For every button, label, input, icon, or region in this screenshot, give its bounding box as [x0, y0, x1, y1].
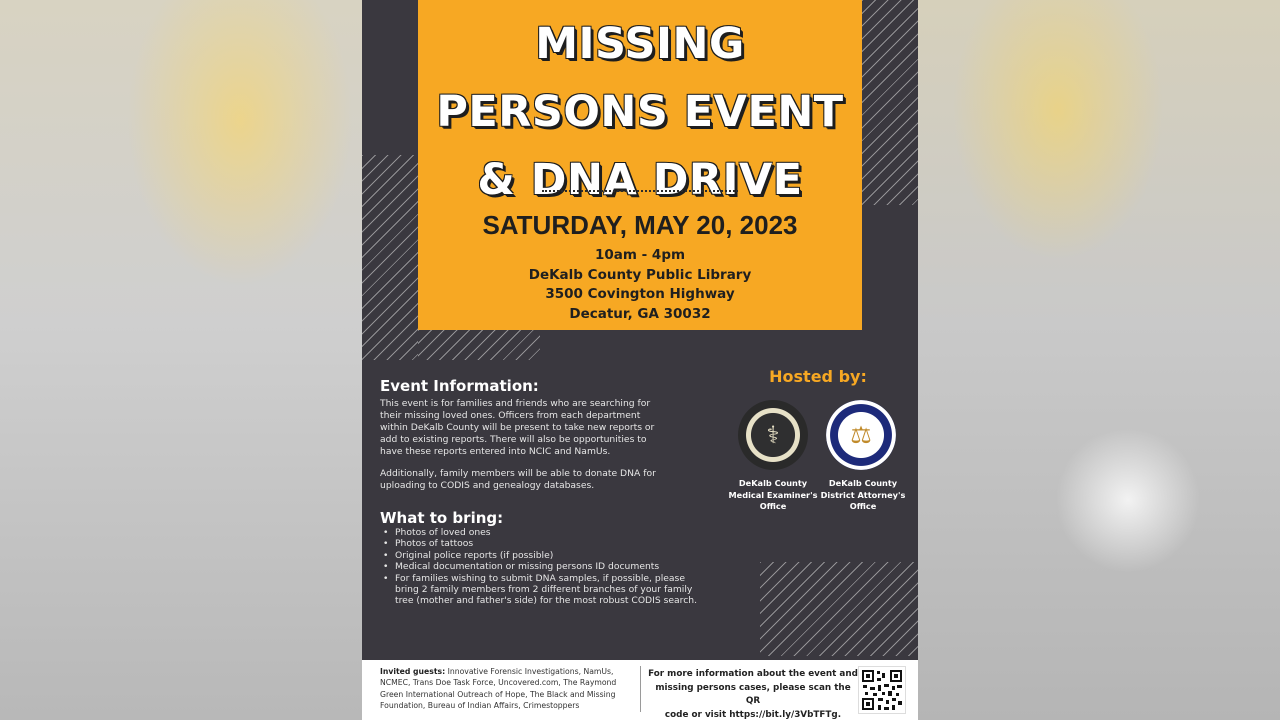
text-line: uploading to CODIS and genealogy databases. — [380, 479, 595, 491]
title-line-1: MISSING — [535, 19, 745, 69]
title-line-3: & DNA DRIVE — [477, 155, 803, 205]
district-attorney-seal — [826, 400, 896, 470]
text-line: have these reports entered into NCIC and NamUs. — [380, 445, 611, 457]
event-flyer — [362, 0, 918, 720]
event-address-line-1: 3500 Covington Highway — [545, 286, 735, 302]
title-line-2: PERSONS EVENT — [436, 87, 844, 137]
hatched-panel-left — [362, 155, 418, 360]
scales-of-justice-icon: ⚖ — [850, 421, 872, 449]
what-to-bring-list — [380, 527, 707, 607]
hero-banner — [418, 0, 862, 330]
more-info-text — [648, 668, 858, 720]
host-label-district-attorney — [818, 478, 908, 513]
host-label-medical-examiner — [728, 478, 818, 513]
invited-guests-label: Invited guests: — [380, 667, 446, 676]
more-info-line: code or visit https://bit.ly/3VbTFTg. — [664, 710, 842, 720]
text-line: add to existing reports. There will also be opportunities to — [380, 433, 647, 445]
hatched-panel-left-bottom — [418, 330, 540, 360]
host-label-line: Office — [759, 501, 787, 511]
hatched-panel-top-right — [862, 0, 918, 205]
more-info-line: For more information about the event and — [648, 669, 858, 679]
qr-code-icon — [859, 667, 905, 713]
list-item: • Photos of tattoos — [395, 538, 707, 549]
event-address-line-2: Decatur, GA 30032 — [569, 305, 711, 322]
dotted-divider — [542, 190, 738, 192]
qr-code[interactable] — [858, 666, 906, 714]
event-details — [418, 246, 862, 324]
text-line: their missing loved ones. Officers from each department — [380, 409, 641, 421]
caduceus-icon: ⚕ — [766, 421, 780, 449]
text-line: This event is for families and friends who are searching for — [380, 398, 651, 409]
host-label-line: Medical Examiner's — [728, 489, 818, 500]
event-title — [418, 0, 862, 214]
text-line: Additionally, family members will be able to donate DNA for — [380, 468, 656, 479]
invited-guests-list: Innovative Forensic Investigations, NamUs, NCMEC, Trans Doe Task Force, Uncovered.com, The Raymond Green International Outreach of Hope, The Black and Missing Foundation, Bureau of Indian Affairs, Crimestoppers — [380, 667, 617, 710]
blurred-background-right — [918, 0, 1280, 720]
event-information-paragraph-2 — [380, 468, 700, 492]
list-item: • For families wishing to submit DNA samples, if possible, please bring 2 family members from 2 different branches of your family tree (mother and father's side) for the most robust CODIS search. — [395, 573, 707, 607]
event-time: 10am - 4pm — [594, 247, 686, 263]
medical-examiner-seal — [738, 400, 808, 470]
hosted-by-heading: Hosted by: — [769, 367, 867, 386]
more-info-line: missing persons cases, please scan the QR — [655, 682, 851, 707]
list-item: • Original police reports (if possible) — [395, 550, 707, 561]
host-label-line: DeKalb County — [738, 478, 808, 488]
invited-guests — [380, 666, 642, 711]
event-information-paragraph-1 — [380, 398, 700, 458]
event-date: SATURDAY, MAY 20, 2023 — [482, 210, 798, 240]
event-venue: DeKalb County Public Library — [528, 266, 752, 283]
host-label-line: Office — [849, 501, 877, 511]
what-to-bring-heading: What to bring: — [380, 509, 504, 527]
list-item: • Photos of loved ones — [395, 527, 707, 538]
host-label-line: District Attorney's — [820, 489, 906, 500]
hatched-panel-bottom-right — [760, 562, 918, 656]
text-line: within DeKalb County will be present to take new reports or — [380, 421, 655, 433]
blurred-background-left — [0, 0, 362, 720]
host-label-line: DeKalb County — [828, 478, 898, 488]
event-information-heading: Event Information: — [380, 377, 539, 395]
list-item: • Medical documentation or missing persons ID documents — [395, 561, 707, 572]
footer-divider — [640, 666, 641, 712]
